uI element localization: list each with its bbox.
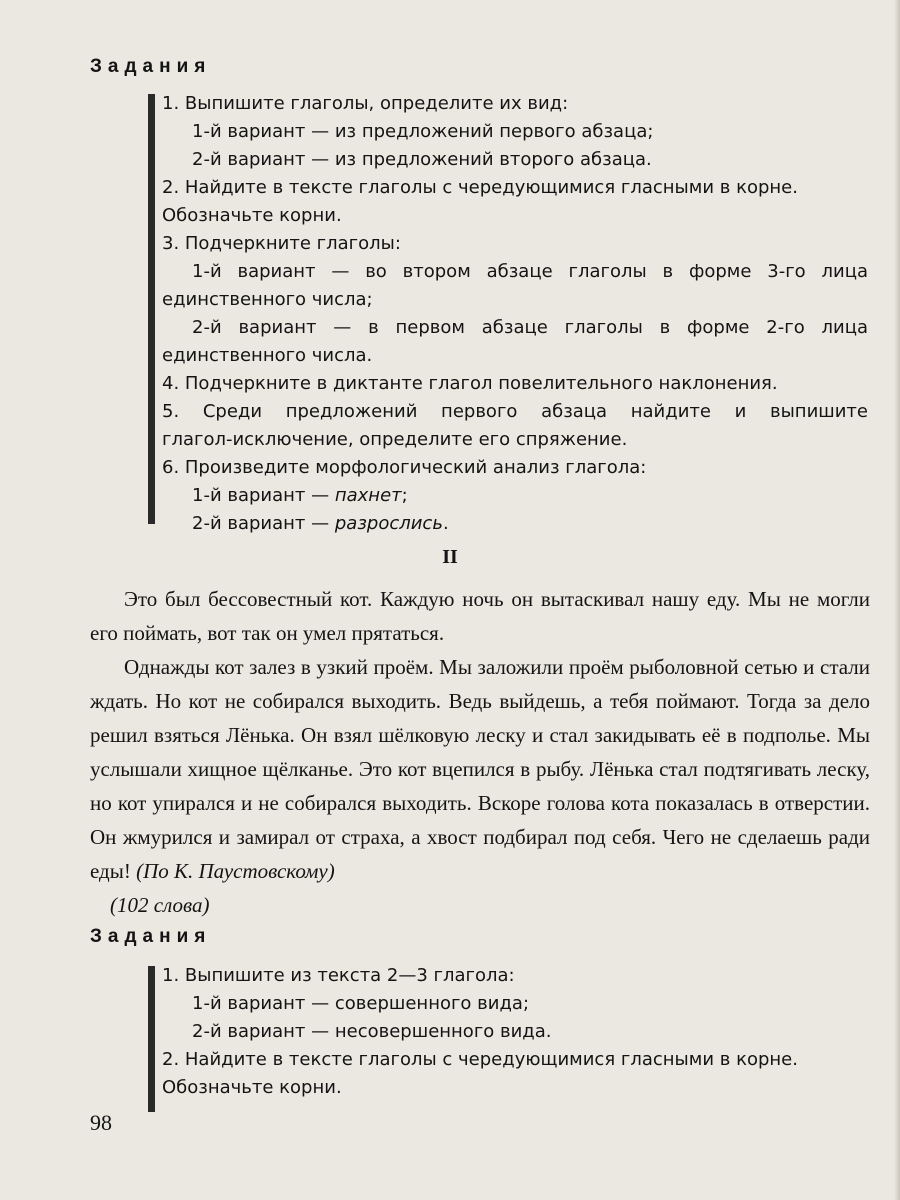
paragraph-2-text: Однажды кот залез в узкий проём. Мы заложили проём рыболовной сетью и стали ждать. Но кот не собирался выходить. Ведь выйдешь, а тебя поймают. Тогда за дело решил взяться Лёнька. Он взял шёлковую леску и стал закидывать её в подполье. Мы услышали хищное щёлканье. Это кот вцепился в рыбу. Лёнька стал подтягивать леску, но кот упирался и не собирался выходить. Вскоре голова кота показалась в отверстии. Он жмурился и замирал от страха, а хвост подбирал под себя. Чего не сделаешь ради еды! xyxy=(90,655,870,883)
task-1: 1. Выпишите глаголы, определите их вид: xyxy=(162,93,569,114)
tasks-heading-1: Задания xyxy=(90,56,212,77)
word-count: (102 слова) xyxy=(110,893,210,917)
task-6-variant-2 xyxy=(162,510,868,538)
task-2: 2. Найдите в тексте глаголы с чередующимися гласными в корне. xyxy=(162,177,798,198)
task-2-cont: Обозначьте корни. xyxy=(162,205,342,226)
task-2-cont: Обозначьте корни. xyxy=(162,1077,342,1098)
task-1: 1. Выпишите из текста 2—3 глагола: xyxy=(162,965,515,986)
task-1-variant-1: 1-й вариант — совершенного вида; xyxy=(192,993,530,1014)
task-3: 3. Подчеркните глаголы: xyxy=(162,233,401,254)
task-1-variant-2: 2-й вариант — несовершенного вида. xyxy=(192,1021,552,1042)
page-number: 98 xyxy=(90,1110,112,1135)
task-1-variant-2: 2-й вариант — из предложений второго абзаца. xyxy=(192,149,652,170)
task-items xyxy=(162,962,868,1102)
task-list-2 xyxy=(148,962,868,1112)
analysis-word: пахнет xyxy=(334,485,402,506)
dictation-text xyxy=(90,582,870,922)
task-items xyxy=(162,90,868,538)
task-5-cont: глагол-исключение, определите его спряжение. xyxy=(162,429,628,450)
page-edge-shadow xyxy=(894,0,900,1200)
task-list-1 xyxy=(148,90,868,534)
source-attribution: (По К. Паустовскому) xyxy=(136,859,335,883)
task-2: 2. Найдите в тексте глаголы с чередующимися гласными в корне. xyxy=(162,1049,798,1070)
section-number: II xyxy=(442,546,458,568)
variant-label: 1-й вариант — xyxy=(192,485,335,506)
task-6-variant-1 xyxy=(162,482,868,510)
tasks-heading-2: Задания xyxy=(90,926,212,947)
punctuation: ; xyxy=(401,485,408,506)
task-5: 5. Среди предложений первого абзаца найдите и выпишите xyxy=(162,401,868,422)
task-3-variant-1-cont: единственного числа; xyxy=(162,289,373,310)
task-4: 4. Подчеркните в диктанте глагол повелительного наклонения. xyxy=(162,373,778,394)
task-3-variant-2: 2-й вариант — в первом абзаце глаголы в форме 2-го лица xyxy=(192,317,868,338)
punctuation: . xyxy=(442,513,449,534)
task-6: 6. Произведите морфологический анализ глагола: xyxy=(162,457,647,478)
task-3-variant-1: 1-й вариант — во втором абзаце глаголы в форме 3-го лица xyxy=(192,261,868,282)
task-1-variant-1: 1-й вариант — из предложений первого абзаца; xyxy=(192,121,654,142)
analysis-word: разрослись xyxy=(334,513,443,534)
paragraph-2 xyxy=(90,650,870,888)
paragraph-1: Это был бессовестный кот. Каждую ночь он вытаскивал нашу еду. Мы не могли его поймать, вот так он умел прятаться. xyxy=(90,587,870,645)
variant-label: 2-й вариант — xyxy=(192,513,335,534)
task-margin-bar xyxy=(148,94,155,524)
task-margin-bar xyxy=(148,966,155,1112)
task-3-variant-2-cont: единственного числа. xyxy=(162,345,373,366)
